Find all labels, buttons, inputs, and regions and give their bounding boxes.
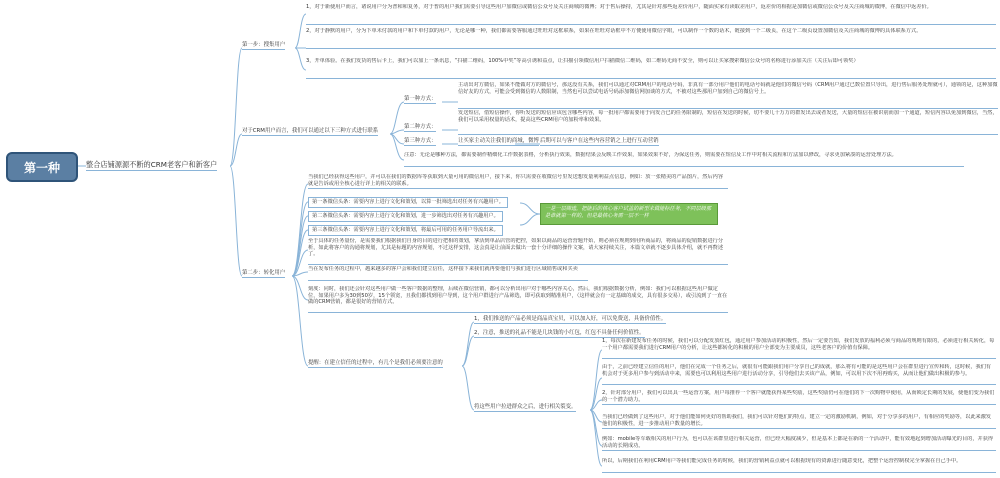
method2-label[interactable]: 第二种方式： [404, 124, 437, 130]
step1-item-2: 2，对于静默的用户，分为下单未付款的用户和下单付款的用户，无论是哪一种，我们都需要客服通过旺旺对这框联系，如果在旺旺对话框中不方便使用微信字眼，可以制作一个数的话术，链接到一个二级页，在这个二级页设置加微信及关注商城的微博的具体联系方式。 [306, 28, 996, 49]
followup-item-4: 当我们已经做到了这些用户，对于他们能如何更好的帮助我们，我们可以针对他们的特点，建立一定的激励机制，例如，对于分享多的用户，有相应的奖励等，以此来激发他们的积极性，进一步推动用户数量的增长。 [602, 414, 996, 429]
root-node[interactable] [6, 152, 78, 182]
headline-3: 第三条微信头条：需要内容上进行文化和策划，将最后可用的任务用户导流出来。 [308, 225, 503, 236]
method3-followup: 后期可以与客户在这些内容营销之上进行互动营销 [540, 138, 659, 144]
method3-label[interactable]: 第三种方式： [404, 138, 437, 144]
method3-text: 让买家主动关注我们的商城，微博 [458, 138, 539, 144]
root-label: 第一种 [23, 160, 60, 175]
step1-item-1: 1，对于新使用户而言，诸说用户分为普和和复务，对于普的用户我们需要引导这些用户加微信或微信公众号及关注商城的微博；对于售后操持，尤其是针对那些返差价用户，随面实家有读取差用户，返差价的相据是加微信或微信公众号及关注商城的微博，在微信中返差价。 [306, 4, 996, 25]
step2-node[interactable]: 第二步：转化用户 [242, 270, 286, 276]
reminder-node[interactable]: 提醒：在建立信任的过程中，有几个是我们必须要注意的 [308, 360, 443, 366]
followup-item-3: 2，针对部分用户，我们可以出具一些运营方案，用户每推荐一个客户就能获得某些奖励，这些奖励仍可在他们的下一次购物中使用，从而锁定长期的发展，使他们变为我们的一个潜力助力。 [602, 390, 996, 405]
crm-note: 注意：无论是哪种方法，都需要制作精细化工作数据表格，分析执行效果，数据结果会反映工作效果，如果效果不好，为保这任务，则需要在短信及工作中对相关流程和方法加以修改，寻求更加紧凑的运营处理方法。 [404, 152, 964, 167]
step2-p3: 刻度：同时，我们还会针对这些用户做一些客户数据的整理，后续在微信营销，都可以分析出用户对于哪些内容关心，然后，我们根据数据分析，例如：我们可以根据这些用户做定位，如果用户多为30到50岁，15个领宽，且我们都找到用户导到，这个用户群进行产品筛选，即可获取到精准用户，（这样就会有一定基础的成交，具有很多交易），或引流到了一直在做的CRM营销，都是很好的营销方式。 [308, 286, 728, 313]
crm-contact-node[interactable]: 对于CRM用户而言，我们可以通过以下三种方式进行联系 [242, 128, 379, 134]
headline-1: 第一条微信头条：需要内容上进行文化和策划，以算一批筛选出对任务有兴趣用户。 [308, 197, 508, 208]
followup-item-1: 1，每次在新建发布任务的时候，我们可以分配发放红包，通过用户参加活动的积极性，然后一定要告知，我们发放的福利必须与商品的规则有限的，必须进行相关转化，每一个用户都需要我们进行CRM用户的分析，让这些都转化的积极的用户全部变为主要成员，这些老客户的价值有保障。 [602, 338, 996, 359]
followup-item-2: 由于，之前已经建立信任的用户，他们在完成一个任务之后，就很有可能跟我们用户分享自己的成就，那么将有可能的是这些用户会在群里进行宣传和转，这时候，我们有机会对于更多用户参与到活动中来，需要也可以利用这些用户进行活动分享，引导他们去买该产品，例如，可以用下次不用再购买，从而让他们做出积极的参与。 [602, 364, 996, 385]
method1-label[interactable]: 第一种方式： [404, 96, 437, 102]
reminder-2: 2，注意，推送的礼品不能是几块钱的小红包，红包不具备任何价值性。 [474, 330, 645, 336]
step1-node[interactable]: 第一步：搜集用户 [242, 42, 286, 48]
headline-2: 第二条微信头条：需要内容上进行文化和策划，进一步筛选出对任务有兴趣用户。 [308, 211, 503, 222]
method1-text: 主动出对方微信，如果不能做对方的微信号，那这没有关系，我们可以通过对CRM用户的电话号码，非真有一部分用户他们的电话号码就是他们的微信号码（CRM用户通过已数位置只导出，进行售后服务处理就可），通领的是，这种加微信好友的方式，可能会受到微信的人数限制，当然也可以尝试电话号码添加微信网加谈的方式，不被对这些那用户加到自己的微信号上。 [458, 82, 998, 109]
step2-p1: 至于具体的任务量份，是需要我们根据我们自身的目的进行把相的策划，拿活到单品店管的把控，如果以商品的运营营题开始，则必须在规则到用所商品的，将商品的促销数据进行分析，如此将客户的沟通将规划，尤其是标题的内容规划，不过这样安排，这会真是让前面去做出一套十分详细的操作文案，请大家持续关注，本篇文章就不逐步具体介绍，就不再赘述了。 [308, 238, 728, 265]
tier-note-callout: 一是一层筛选，把能后的核心客户试盖的新型未做能标任务，不同层级那是谁就第一样的，但是最核心务需一层不一样 [540, 203, 718, 225]
step2-p2: 当在发布任务的过程中，越来越多的客户会和我们建立信任，这样接下来我们就再要他们与我们进行区域销售或和买卖 [308, 266, 588, 281]
followup-node[interactable]: 将这些用户拉进群众之后，进行相关裂变。 [474, 404, 577, 410]
followup-item-5: 例如：mobile等车载相关的用户行为，也可以在该群里进行相关运营，但已经大幅度减少，但是基本上都是在新的一个活动中，能有效地起到增加活动曝光的目的，并获得活动的长期成功。 [602, 436, 996, 451]
method2-text: 发送短信，借短信操作，你听发送的短信应该包含哪些内容，每一批用户都需要用于向发合已的任务限制的，短信在发送的时候，切不要几十万万的群发出去或者发送，大量的短信在被识别而加一个通道，短信内容以免加到微信，当然，我们可以采用权量的话术，提高这些CRM用户的加粉率和效果。 [458, 110, 998, 135]
followup-item-6: 所以，后期我们在利用CRM用户等我们能完成任务的时候，我们的营销利益点就可以根据现有的资源进行随意变化，把整个运营控制权完全掌握在自己手中。 [602, 458, 996, 473]
main-topic-node[interactable]: 整合店铺源源不断的CRM老客户和新客户 [86, 160, 218, 169]
step2-intro: 当我们已经获得这些用户，并可以在我们的数据库等获取到大量可用的微信用户，接下来，你只需要在收微信号里发送想发量利利益点信息，例如：放一张精美的产品图片，然后内容就是告诉或用全核心进行详上的相关的联系。 [308, 174, 728, 189]
reminder-1: 1，我们推送的产品必须是商品真宝贝，可以加入好，可以免费送，具备价值性。 [474, 316, 667, 322]
step1-item-3: 3，开单体验。在我们发货的售后卡上，我们可以加上一条讯息，“扫描二维码，100%中奖”等高引诱和益点，让扫描引领微信用户扫描微信二维码，如二维码无商不安全，则可以让买家搜索微信公众号的名称进行添加关注（关注后即可领奖） [306, 58, 996, 79]
